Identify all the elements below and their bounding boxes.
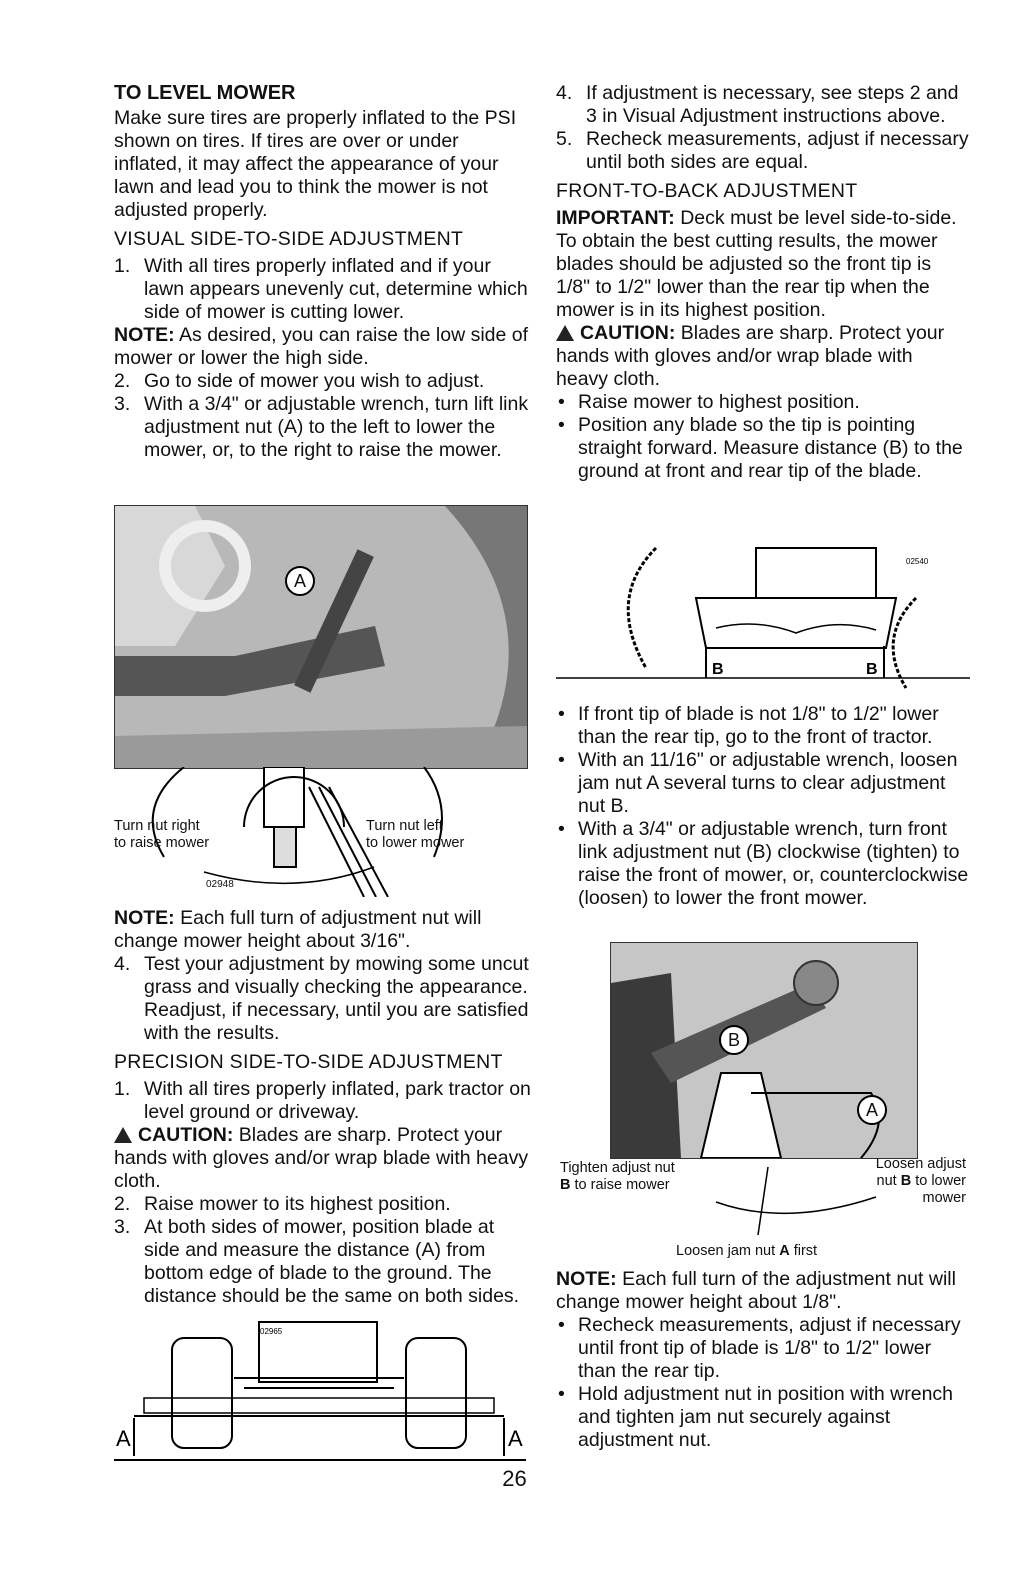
step-5-right: 5. Recheck measurements, adjust if necessary until both sides are equal.	[556, 128, 969, 173]
caution-left: CAUTION: Blades are sharp. Protect your hands with gloves and/or wrap blade with heavy cloth.	[114, 1124, 529, 1192]
important-note: IMPORTANT: Deck must be level side-to-side.	[556, 207, 957, 229]
callout-b: B	[719, 1025, 749, 1055]
visual-adjustment-heading: VISUAL SIDE-TO-SIDE ADJUSTMENT	[114, 228, 464, 250]
fig4-caption-right: Loosen adjust nut B to lower mower	[875, 1156, 966, 1206]
precision-step-1: 1. With all tires properly inflated, park tractor on level ground or driveway.	[114, 1078, 531, 1123]
warning-icon	[114, 1127, 132, 1143]
list-item: • With an 11/16" or adjustable wrench, loosen jam nut A several turns to clear adjustment nut B.	[558, 749, 958, 817]
left-column-lower	[114, 907, 532, 1308]
list-item: • With a 3/4" or adjustable wrench, turn front link adjustment nut (B) clockwise (tighten) to raise the front of mower, or, counterclockwise (loosen) to lower the front mower.	[558, 818, 969, 909]
list-item: • Recheck measurements, adjust if necessary until front tip of blade is 1/8" to 1/2" lower than the rear tip.	[558, 1314, 961, 1382]
front-to-back-heading: FRONT-TO-BACK ADJUSTMENT	[556, 180, 858, 202]
list-item: • If front tip of blade is not 1/8" to 1/2" lower than the rear tip, go to the front of tractor.	[558, 703, 939, 748]
tractor-front-view-drawing	[114, 1318, 526, 1468]
precision-step-3: 3. At both sides of mower, position blade at side and measure the distance (A) from bottom edge of blade to the ground. The distance should be the same on both sides.	[114, 1216, 520, 1307]
lift-link-nut-figure	[114, 505, 528, 769]
visual-step-1: 1. With all tires properly inflated and if your lawn appears unevenly cut, determine which side of mower is cutting lower.	[114, 255, 528, 323]
lift-link-photo	[115, 506, 527, 768]
caution-right: CAUTION: Blades are sharp. Protect your hands with gloves and/or wrap blade with heavy cloth.	[556, 322, 945, 390]
callout-a: A	[285, 566, 315, 596]
left-column	[114, 82, 532, 462]
callout-a: A	[857, 1095, 887, 1125]
right-column-middle	[556, 703, 970, 910]
right-column	[556, 82, 970, 483]
fig1-caption-left: Turn nut right to raise mower	[114, 818, 210, 851]
right-column-lower	[556, 1268, 970, 1452]
visual-step-2: 2. Go to side of mower you wish to adjust.	[114, 370, 485, 392]
fig3-label-b-left: B	[712, 661, 724, 678]
visual-step-3: 3. With a 3/4" or adjustable wrench, turn lift link adjustment nut (A) to the left to lower the mower, or, to the right to raise the mower.	[114, 393, 529, 461]
fig2-code: 02965	[260, 1327, 283, 1336]
fig1-caption-right: Turn nut left to lower mower	[366, 818, 465, 851]
list-item: • Hold adjustment nut in position with wrench and tighten jam nut securely against adjustment nut.	[558, 1383, 954, 1451]
front-link-nut-figure	[610, 942, 918, 1159]
fig4-caption-bottom: Loosen jam nut A first	[676, 1243, 818, 1259]
note-right: NOTE: Each full turn of the adjustment nut will change mower height about 1/8".	[556, 1268, 956, 1313]
fig1-code: 02948	[206, 879, 234, 890]
fig4-caption-left: Tighten adjust nut B to raise mower	[560, 1160, 675, 1193]
fig3-label-b-right: B	[866, 661, 878, 678]
fig3-code: 02540	[906, 557, 929, 566]
list-item: • Position any blade so the tip is pointing straight forward. Measure distance (B) to the ground at front and rear tip of the blade.	[558, 414, 963, 482]
list-item: • Raise mower to highest position.	[558, 391, 860, 413]
visual-step-4: 4. Test your adjustment by mowing some uncut grass and visually checking the appearance. Readjust, if necessary, until you are satisfied with the results.	[114, 953, 529, 1044]
front-link-photo	[611, 943, 917, 1158]
front-to-back-intro: To obtain the best cutting results, the mower blades should be adjusted so the front tip is 1/8" to 1/2" lower than the rear tip when the mower is in its highest position.	[556, 230, 938, 321]
fig2-label-a-right: A	[508, 1426, 523, 1451]
precision-adjustment-heading: PRECISION SIDE-TO-SIDE ADJUSTMENT	[114, 1051, 503, 1073]
note-1: NOTE: As desired, you can raise the low side of mower or lower the high side.	[114, 324, 529, 369]
mower-side-view-drawing	[556, 538, 970, 698]
step-4-right: 4. If adjustment is necessary, see steps 2 and 3 in Visual Adjustment instructions above.	[556, 82, 959, 127]
fig2-label-a-left: A	[116, 1426, 131, 1451]
page-number: 26	[502, 1466, 527, 1491]
precision-step-2: 2. Raise mower to its highest position.	[114, 1193, 451, 1215]
note-2: NOTE: Each full turn of adjustment nut will change mower height about 3/16".	[114, 907, 482, 952]
intro-paragraph: Make sure tires are properly inflated to the PSI shown on tires. If tires are over or under inflated, it may affect the appearance of your lawn and lead you to think the mower is not adjusted properly.	[114, 107, 517, 221]
warning-icon	[556, 325, 574, 341]
section-heading-level-mower: TO LEVEL MOWER	[114, 82, 296, 104]
